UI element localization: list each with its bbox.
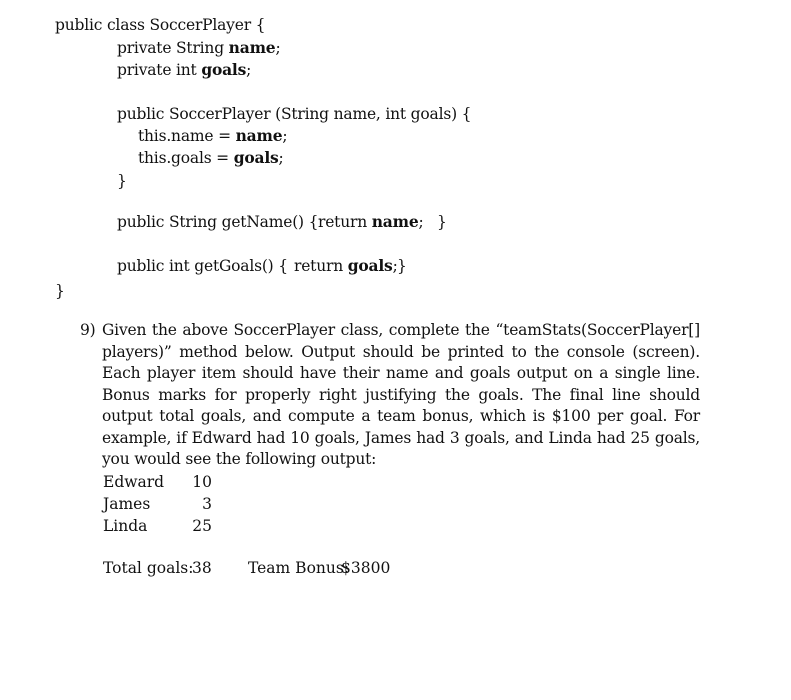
semicolon: ; <box>282 127 288 145</box>
semicolon: ; <box>418 213 424 231</box>
field-goals-line <box>117 60 251 80</box>
field-name-prefix: private String <box>117 39 229 57</box>
getgoals-close-brace: } <box>397 257 407 275</box>
question-9 <box>80 320 700 471</box>
assign-name-prefix: this.name = <box>138 127 236 145</box>
getgoals-declaration: public int getGoals() { <box>117 257 288 275</box>
field-goals-keyword: goals <box>201 60 247 79</box>
total-goals-value: 38 <box>192 559 212 577</box>
assign-goals-line <box>138 148 284 168</box>
total-goals-label: Total goals: <box>103 559 194 577</box>
getgoals-return-value: goals <box>347 256 393 275</box>
getname-close-brace: } <box>437 213 447 231</box>
question-number: 9) <box>80 321 96 339</box>
return-keyword: return <box>318 213 372 231</box>
team-bonus-value: $3800 <box>341 559 391 577</box>
getname-return-value: name <box>371 212 419 231</box>
player-goals: 3 <box>202 495 212 513</box>
field-goals-prefix: private int <box>117 61 202 79</box>
player-goals: 25 <box>192 517 212 535</box>
team-bonus-label: Team Bonus: <box>248 559 350 577</box>
getname-body <box>318 212 424 232</box>
assign-goals-keyword: goals <box>233 148 279 167</box>
player-name: Linda <box>103 517 148 535</box>
class-close-brace: } <box>55 282 65 300</box>
field-name-keyword: name <box>228 38 276 57</box>
class-declaration: public class SoccerPlayer { <box>55 16 266 34</box>
assign-name-keyword: name <box>235 126 283 145</box>
player-name: James <box>103 495 151 513</box>
question-text: Given the above SoccerPlayer class, complete the “teamStats(SoccerPlayer[] players)” method below. Output should be printed to the console (screen). Each player item should have their name and goals output on a single line. Bonus marks for properly right justifying the goals. The final line should output total goals, and compute a team bonus, which is $100 per goal. For example, if Edward had 10 goals, James had 3 goals, and Linda had 25 goals, you would see the following output: <box>102 321 700 468</box>
constructor-close-brace: } <box>117 172 127 190</box>
semicolon: ; <box>246 61 252 79</box>
player-name: Edward <box>103 473 165 491</box>
player-goals: 10 <box>192 473 212 491</box>
getgoals-body <box>294 256 398 276</box>
assign-goals-prefix: this.goals = <box>138 149 234 167</box>
return-keyword: return <box>294 257 348 275</box>
semicolon: ; <box>275 39 281 57</box>
field-name-line <box>117 38 280 58</box>
semicolon: ; <box>278 149 284 167</box>
getname-declaration: public String getName() { <box>117 213 319 231</box>
constructor-declaration: public SoccerPlayer (String name, int goals) { <box>117 105 472 123</box>
assign-name-line <box>138 126 287 146</box>
semicolon: ; <box>392 257 398 275</box>
